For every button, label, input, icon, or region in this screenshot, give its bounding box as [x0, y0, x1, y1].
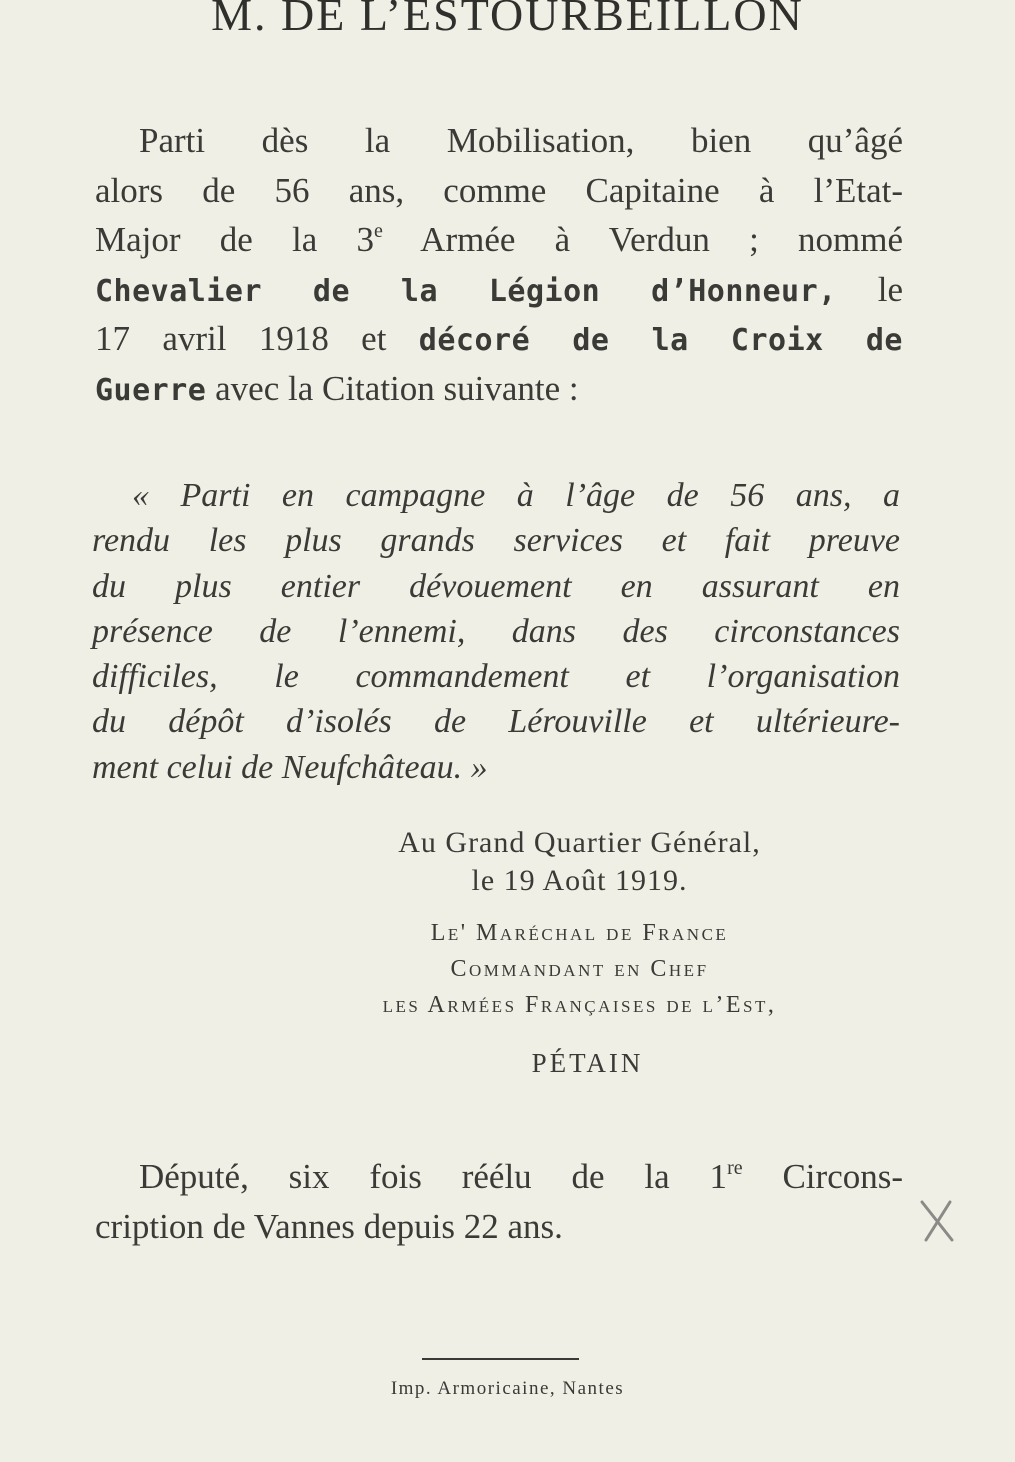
citation-line: difficiles, le commandement et l’organisation [92, 658, 900, 696]
citation-line: du plus entier dévouement en assurant en [92, 567, 900, 605]
service-paragraph [95, 116, 903, 413]
deputy-paragraph [95, 1152, 903, 1251]
legion-honneur-text: Chevalier de la Légion d’Honneur, [95, 273, 837, 309]
citation-line: du dépôt d’isolés de Lérouville et ultérieure- [92, 703, 900, 741]
citation-line: rendu les plus grands services et fait preuve [92, 522, 900, 560]
paragraph-line: alors de 56 ans, comme Capitaine à l’Etat- [95, 170, 903, 210]
pencil-cross-mark-icon [918, 1198, 958, 1244]
page-title: M. DE L’ESTOURBEILLON [211, 0, 804, 40]
paragraph-line: 17 avril 1918 et décoré de la Croix de [95, 319, 903, 358]
rank-line: Le' Maréchal de France [430, 920, 729, 946]
paragraph-line: Guerre avec la Citation suivante : [95, 368, 579, 408]
citation-line: « Parti en campagne à l’âge de 56 ans, a [132, 477, 900, 514]
signature: PÉTAIN [531, 1048, 644, 1078]
paragraph-line: Chevalier de la Légion d’Honneur, le [95, 269, 904, 309]
hq-date: le 19 Août 1919. [471, 864, 688, 897]
paragraph-line: Député, six fois réélu de la 1re Circons- [139, 1157, 904, 1196]
paragraph-line: Parti dès la Mobilisation, bien qu’âgé [139, 121, 903, 160]
divider-rule [422, 1358, 579, 1360]
croix-de-guerre-text: décoré de la Croix de [418, 323, 903, 358]
rank-line: Commandant en Chef [450, 956, 709, 982]
paragraph-line: cription de Vannes depuis 22 ans. [95, 1206, 563, 1246]
citation-line: présence de l’ennemi, dans des circonstances [92, 612, 900, 650]
printer-imprint: Imp. Armoricaine, Nantes [390, 1378, 625, 1399]
hq-place: Au Grand Quartier Général, [398, 826, 761, 859]
citation-line: ment celui de Neufchâteau. » [92, 748, 488, 786]
citation-quote [92, 473, 900, 790]
paragraph-line: Major de la 3e Armée à Verdun ; nommé [95, 220, 903, 259]
rank-line: les Armées Françaises de l’Est, [382, 992, 777, 1018]
